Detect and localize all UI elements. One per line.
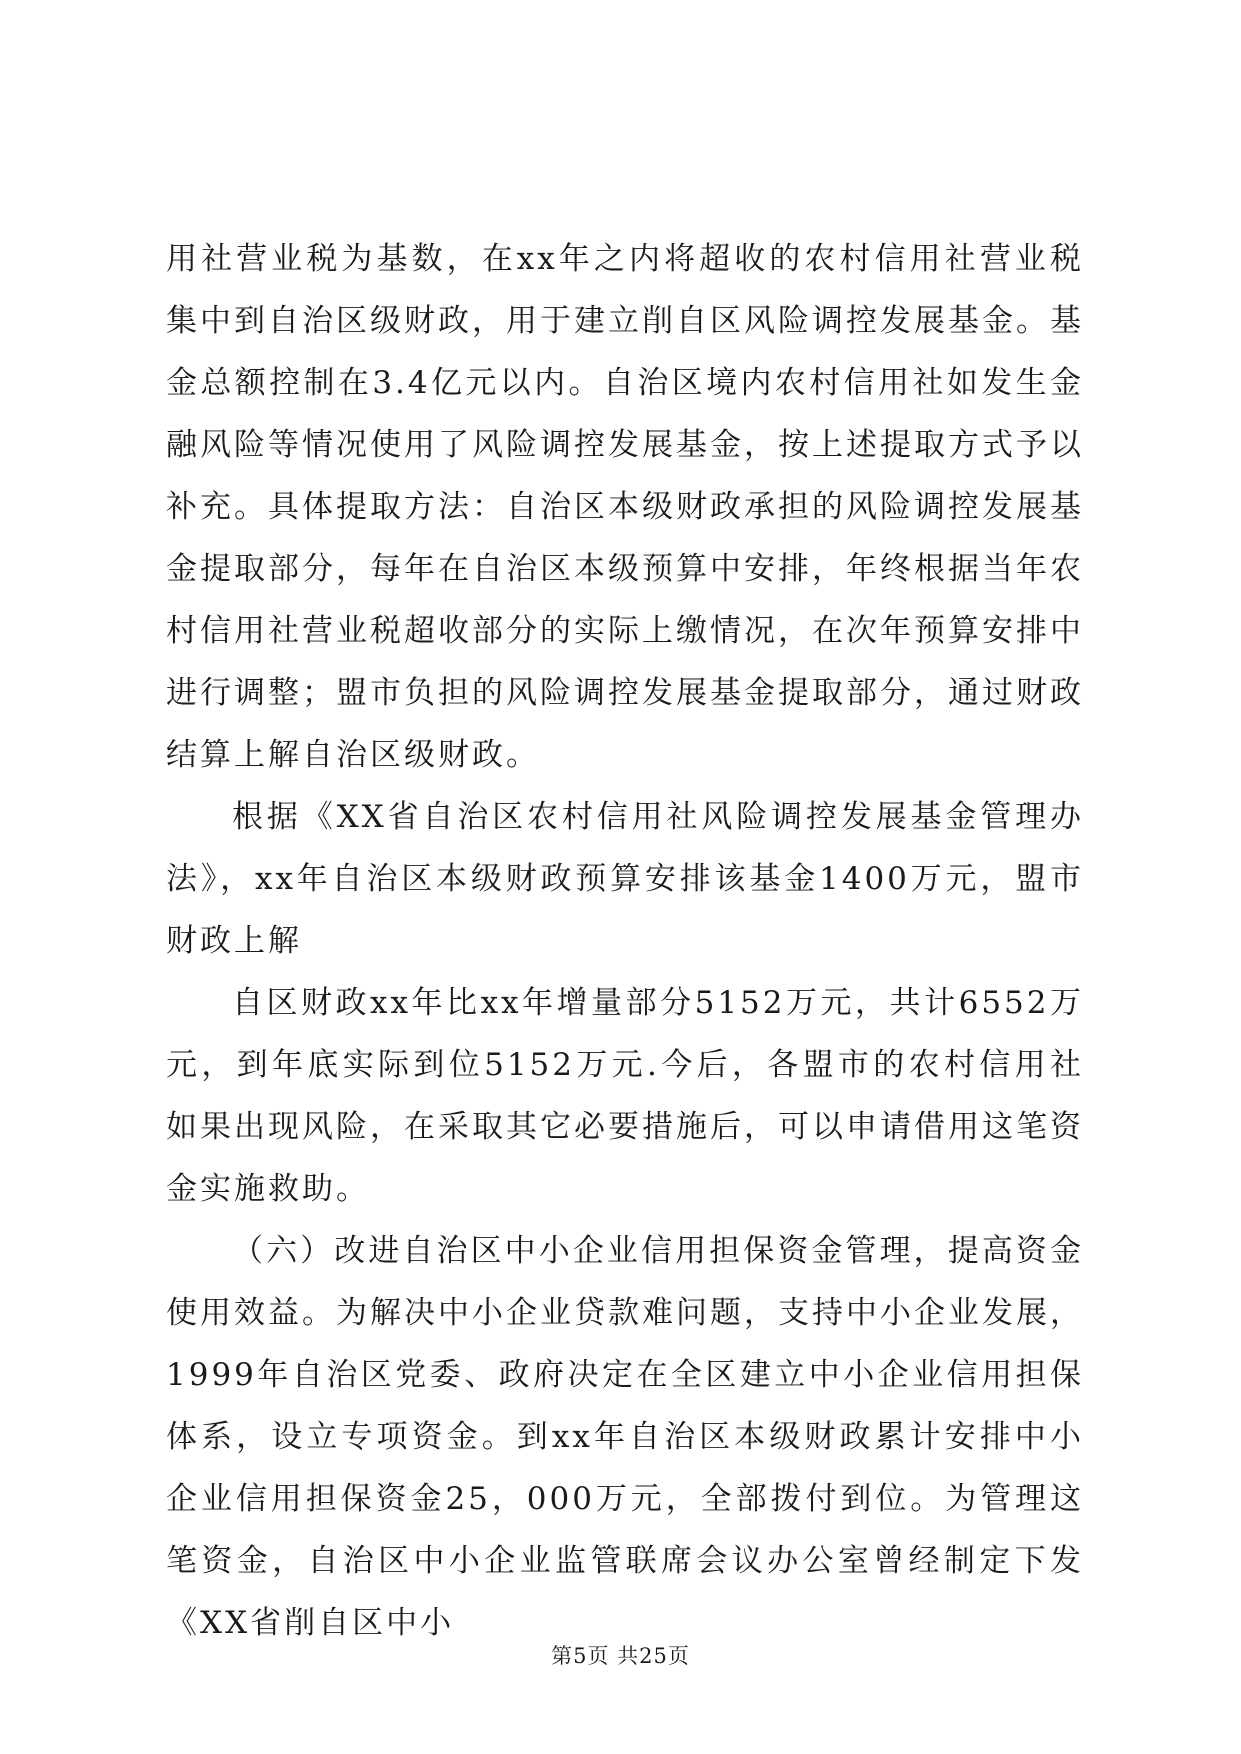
paragraph-continuation: 用社营业税为基数，在xx年之内将超收的农村信用社营业税集中到自治区级财政，用于建立削自区风险调控发展基金。基金总额控制在3.4亿元以内。自治区境内农村信用社如发生金融风险等情况使用了风险调控发展基金，按上述提取方式予以补充。具体提取方法：自治区本级财政承担的风险调控发展基金提取部分，每年在自治区本级预算中安排，年终根据当年农村信用社营业税超收部分的实际上缴情况，在次年预算安排中进行调整；盟市负担的风险调控发展基金提取部分，通过财政结算上解自治区级财政。 xyxy=(166,241,1084,773)
paragraph-fund-arrangement: 根据《XX省自治区农村信用社风险调控发展基金管理办法》，xx年自治区本级财政预算安排该基金1400万元，盟市财政上解 xyxy=(166,799,1084,959)
page-number-footer: 第5页 共25页 xyxy=(551,1644,690,1668)
paragraph-fund-increment: 自区财政xx年比xx年增量部分5152万元，共计6552万元，到年底实际到位5152万元.今后，各盟市的农村信用社如果出现风险，在采取其它必要措施后，可以申请借用这笔资金实施救助。 xyxy=(166,985,1084,1207)
paragraph-section-six: （六）改进自治区中小企业信用担保资金管理，提高资金使用效益。为解决中小企业贷款难问题，支持中小企业发展，1999年自治区党委、政府决定在全区建立中小企业信用担保体系，设立专项资金。到xx年自治区本级财政累计安排中小企业信用担保资金25，000万元，全部拨付到位。为管理这笔资金，自治区中小企业监管联席会议办公室曾经制定下发《XX省削自区中小 xyxy=(166,1233,1084,1641)
document-body xyxy=(166,228,1084,1654)
